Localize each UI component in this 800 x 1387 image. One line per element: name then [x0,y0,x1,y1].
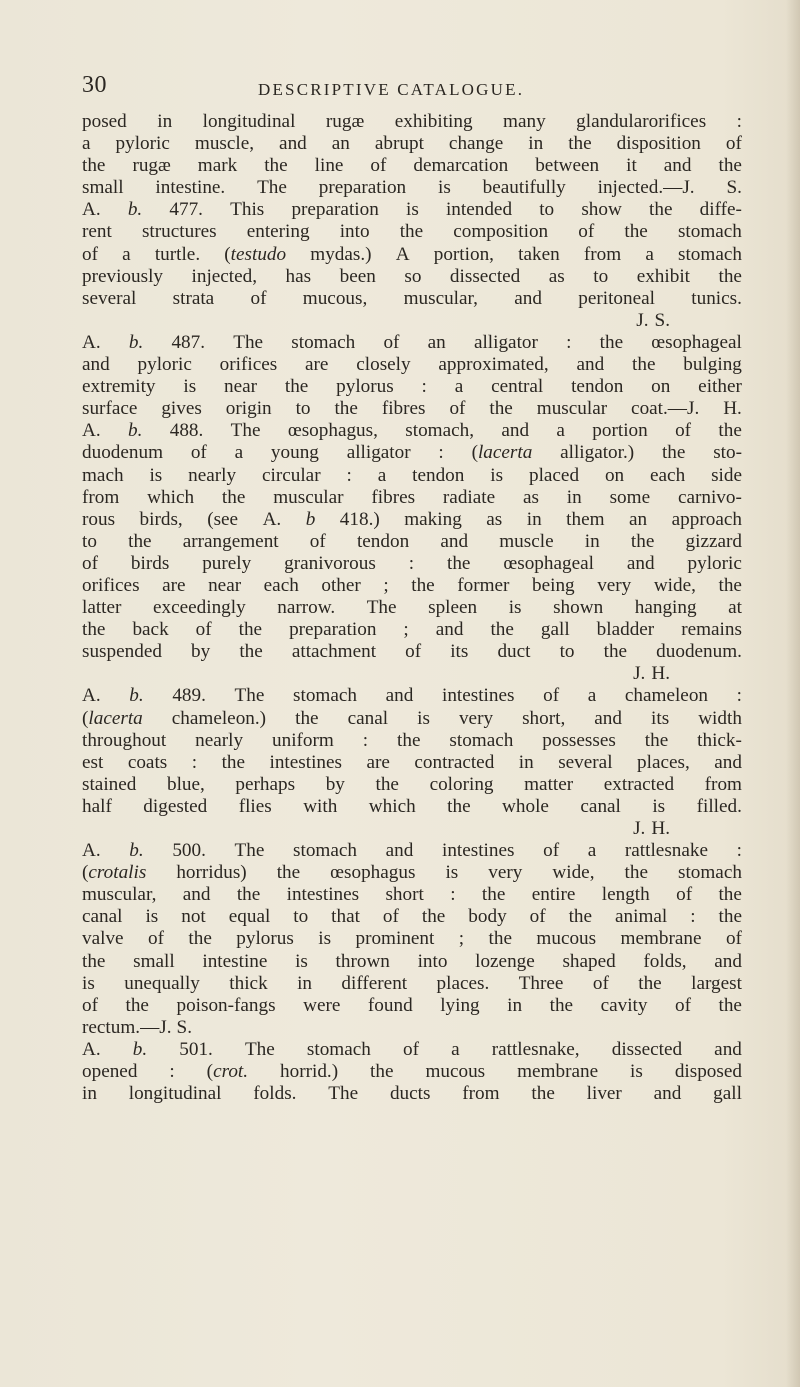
text-line: (lacerta chameleon.) the canal is very short, and its width [82,707,742,729]
text-line: the rugæ mark the line of demarcation between it and the [82,155,742,177]
catalogue-text [82,111,742,1105]
text-line: of birds purely granivorous : the œsophageal and pyloric [82,552,742,574]
text-line: A. b. 501. The stomach of a rattlesnake, dissected and [82,1038,742,1060]
text-line: of a turtle. (testudo mydas.) A portion, taken from a stomach [82,243,742,265]
text-line: est coats : the intestines are contracted in several places, and [82,751,742,773]
text-line: rent structures entering into the composition of the stomach [82,221,742,243]
text-line: extremity is near the pylorus : a central tendon on either [82,376,742,398]
signature-line: J. H. [633,663,670,685]
text-line: canal is not equal to that of the body of the animal : the [82,906,742,928]
text-line: muscular, and the intestines short : the entire length of the [82,884,742,906]
text-line: a pyloric muscle, and an abrupt change in the disposition of [82,133,742,155]
text-line: opened : (crot. horrid.) the mucous membrane is disposed [82,1061,742,1083]
text-line: A. b. 500. The stomach and intestines of a rattlesnake : [82,840,742,862]
text-line: from which the muscular fibres radiate as in some carnivo- [82,486,742,508]
text-line: small intestine. The preparation is beautifully injected.—J. S. [82,177,742,199]
text-line: stained blue, perhaps by the coloring matter extracted from [82,773,742,795]
text-line: several strata of mucous, muscular, and peritoneal tunics. [82,287,742,309]
text-line: the back of the preparation ; and the gall bladder remains [82,619,742,641]
text-line: latter exceedingly narrow. The spleen is shown hanging at [82,597,742,619]
text-line: half digested flies with which the whole canal is filled. [82,795,742,817]
text-line: A. b. 487. The stomach of an alligator : the œsophageal [82,331,742,353]
text-line: in longitudinal folds. The ducts from the liver and gall [82,1083,742,1105]
text-line: throughout nearly uniform : the stomach possesses the thick- [82,729,742,751]
text-line: and pyloric orifices are closely approximated, and the bulging [82,354,742,376]
page-header [82,72,742,102]
text-line: surface gives origin to the fibres of the muscular coat.—J. H. [82,398,742,420]
text-line: posed in longitudinal rugæ exhibiting many glandularorifices : [82,111,742,132]
text-line: orifices are near each other ; the former being very wide, the [82,574,742,596]
text-line: A. b. 488. The œsophagus, stomach, and a portion of the [82,420,742,442]
running-head: DESCRIPTIVE CATALOGUE. [258,80,525,99]
text-line: rectum.—J. S. [82,1016,192,1038]
text-line: the small intestine is thrown into lozenge shaped folds, and [82,950,742,972]
text-line: suspended by the attachment of its duct to the duodenum. [82,641,742,663]
text-line: valve of the pylorus is prominent ; the mucous membrane of [82,928,742,950]
text-line: A. b. 477. This preparation is intended to show the diffe- [82,199,742,221]
text-line: of the poison-fangs were found lying in the cavity of the [82,994,742,1016]
text-line: previously injected, has been so dissected as to exhibit the [82,265,742,287]
page-edge-shadow [786,0,800,1387]
page-number: 30 [82,72,107,98]
text-line: mach is nearly circular : a tendon is placed on each side [82,464,742,486]
text-line: rous birds, (see A. b 418.) making as in them an approach [82,508,742,530]
signature-line: J. H. [633,818,670,839]
signature-line: J. S. [636,309,670,331]
text-line: duodenum of a young alligator : (lacerta alligator.) the sto- [82,442,742,464]
text-line: (crotalis horridus) the œsophagus is very wide, the stomach [82,862,742,884]
text-line: A. b. 489. The stomach and intestines of a chameleon : [82,685,742,707]
text-line: is unequally thick in different places. Three of the largest [82,972,742,994]
text-line: to the arrangement of tendon and muscle in the gizzard [82,530,742,552]
